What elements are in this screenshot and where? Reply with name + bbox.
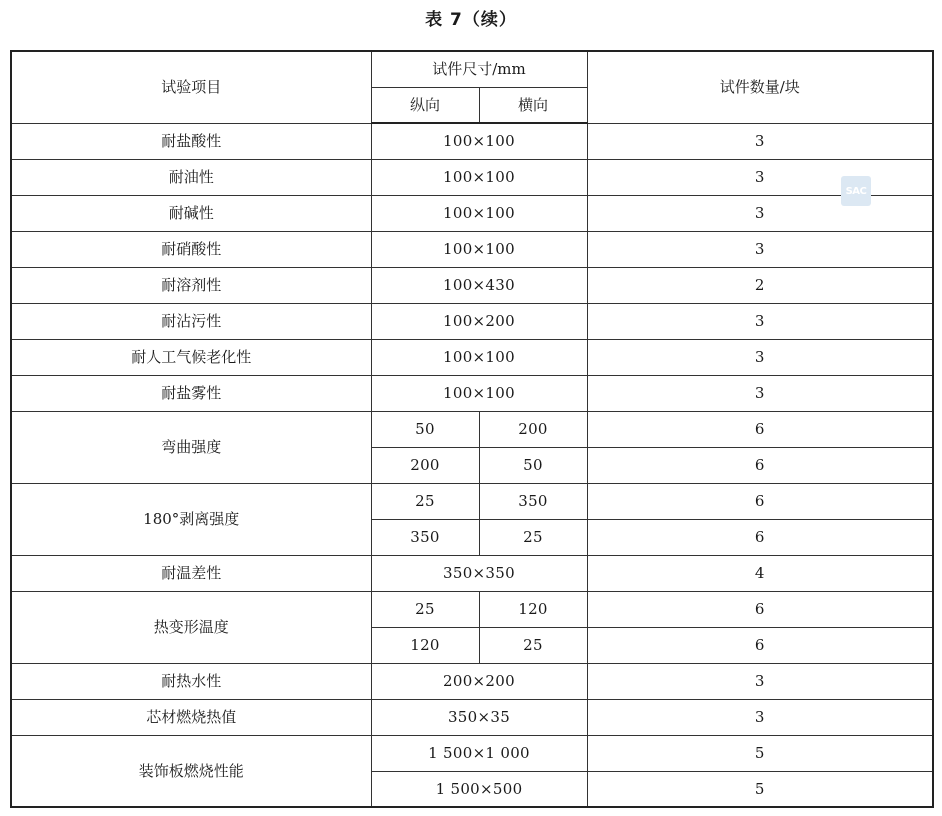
longitudinal-cell: 50 bbox=[371, 411, 479, 447]
item-cell: 弯曲强度 bbox=[11, 411, 371, 483]
transverse-cell: 200 bbox=[479, 411, 587, 447]
longitudinal-cell: 350 bbox=[371, 519, 479, 555]
table-row bbox=[11, 375, 933, 411]
header-item: 试验项目 bbox=[11, 51, 371, 123]
item-cell: 耐人工气候老化性 bbox=[11, 339, 371, 375]
longitudinal-cell: 25 bbox=[371, 591, 479, 627]
size-cell: 100×100 bbox=[371, 375, 587, 411]
quantity-cell: 6 bbox=[587, 519, 933, 555]
table-row bbox=[11, 123, 933, 159]
size-cell: 100×100 bbox=[371, 339, 587, 375]
header-quantity: 试件数量/块 bbox=[587, 51, 933, 123]
quantity-cell: 6 bbox=[587, 483, 933, 519]
size-cell: 350×35 bbox=[371, 699, 587, 735]
table-row bbox=[11, 483, 933, 519]
item-cell: 耐沾污性 bbox=[11, 303, 371, 339]
longitudinal-cell: 120 bbox=[371, 627, 479, 663]
table-row bbox=[11, 159, 933, 195]
table-row bbox=[11, 303, 933, 339]
transverse-cell: 350 bbox=[479, 483, 587, 519]
quantity-cell: 3 bbox=[587, 339, 933, 375]
quantity-cell: 3 bbox=[587, 663, 933, 699]
table-row bbox=[11, 267, 933, 303]
item-cell: 耐溶剂性 bbox=[11, 267, 371, 303]
size-cell: 100×100 bbox=[371, 159, 587, 195]
size-cell: 100×100 bbox=[371, 123, 587, 159]
size-cell: 100×200 bbox=[371, 303, 587, 339]
quantity-cell: 3 bbox=[587, 195, 933, 231]
sac-watermark-logo: SAC bbox=[841, 176, 871, 206]
quantity-cell: 3 bbox=[587, 375, 933, 411]
table-row bbox=[11, 339, 933, 375]
size-cell: 100×100 bbox=[371, 231, 587, 267]
transverse-cell: 25 bbox=[479, 627, 587, 663]
item-cell: 耐碱性 bbox=[11, 195, 371, 231]
longitudinal-cell: 200 bbox=[371, 447, 479, 483]
quantity-cell: 2 bbox=[587, 267, 933, 303]
item-cell: 耐硝酸性 bbox=[11, 231, 371, 267]
item-cell: 耐油性 bbox=[11, 159, 371, 195]
size-cell: 1 500×500 bbox=[371, 771, 587, 807]
quantity-cell: 4 bbox=[587, 555, 933, 591]
item-cell: 180°剥离强度 bbox=[11, 483, 371, 555]
quantity-cell: 3 bbox=[587, 699, 933, 735]
item-cell: 耐热水性 bbox=[11, 663, 371, 699]
table-row bbox=[11, 591, 933, 627]
quantity-cell: 6 bbox=[587, 591, 933, 627]
table-row bbox=[11, 699, 933, 735]
quantity-cell: 3 bbox=[587, 123, 933, 159]
size-cell: 1 500×1 000 bbox=[371, 735, 587, 771]
quantity-cell: 6 bbox=[587, 627, 933, 663]
size-cell: 350×350 bbox=[371, 555, 587, 591]
item-cell: 装饰板燃烧性能 bbox=[11, 735, 371, 807]
quantity-cell: 3 bbox=[587, 303, 933, 339]
header-longitudinal: 纵向 bbox=[371, 87, 479, 123]
specimen-table bbox=[10, 50, 934, 808]
quantity-cell: 6 bbox=[587, 447, 933, 483]
item-cell: 耐盐雾性 bbox=[11, 375, 371, 411]
quantity-cell: 3 bbox=[587, 159, 933, 195]
table-row bbox=[11, 195, 933, 231]
header-transverse: 横向 bbox=[479, 87, 587, 123]
item-cell: 热变形温度 bbox=[11, 591, 371, 663]
size-cell: 200×200 bbox=[371, 663, 587, 699]
longitudinal-cell: 25 bbox=[371, 483, 479, 519]
quantity-cell: 6 bbox=[587, 411, 933, 447]
table-row bbox=[11, 663, 933, 699]
table-row bbox=[11, 555, 933, 591]
item-cell: 芯材燃烧热值 bbox=[11, 699, 371, 735]
transverse-cell: 120 bbox=[479, 591, 587, 627]
header-row bbox=[11, 51, 933, 87]
table-row bbox=[11, 735, 933, 771]
table-row bbox=[11, 411, 933, 447]
size-cell: 100×100 bbox=[371, 195, 587, 231]
quantity-cell: 5 bbox=[587, 771, 933, 807]
transverse-cell: 50 bbox=[479, 447, 587, 483]
table-row bbox=[11, 231, 933, 267]
table-caption: 表 7（续） bbox=[425, 10, 517, 30]
quantity-cell: 5 bbox=[587, 735, 933, 771]
item-cell: 耐盐酸性 bbox=[11, 123, 371, 159]
quantity-cell: 3 bbox=[587, 231, 933, 267]
header-size-group: 试件尺寸/mm bbox=[371, 51, 587, 87]
transverse-cell: 25 bbox=[479, 519, 587, 555]
item-cell: 耐温差性 bbox=[11, 555, 371, 591]
size-cell: 100×430 bbox=[371, 267, 587, 303]
